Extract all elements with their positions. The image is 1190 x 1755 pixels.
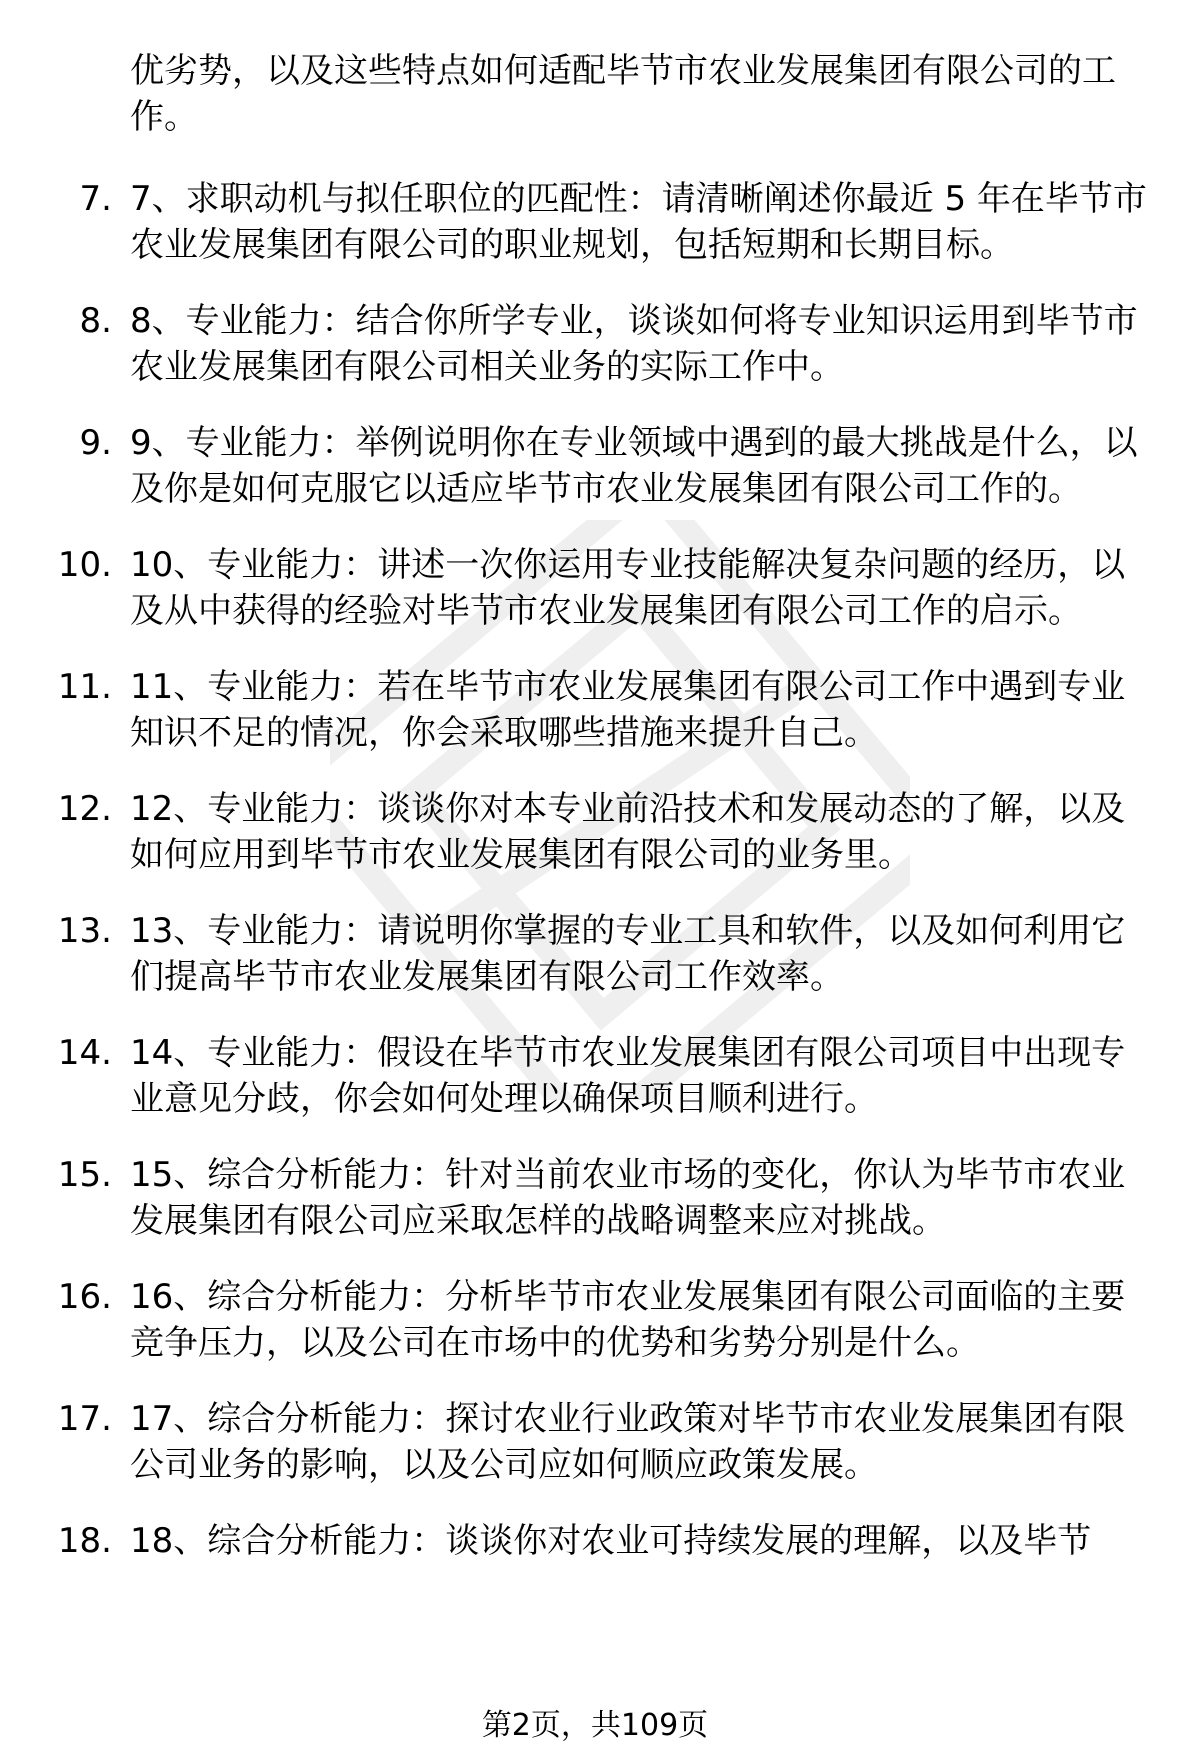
item-number: 18.: [57, 1521, 112, 1561]
list-item: [0, 1518, 1190, 1564]
item-number: 8.: [79, 301, 112, 341]
list-item: [0, 1152, 1190, 1244]
list-item: [0, 1396, 1190, 1488]
list-item: [0, 542, 1190, 634]
list-item: [0, 420, 1190, 512]
list-item: [0, 176, 1190, 268]
item-number: 10.: [57, 545, 112, 585]
item-text: 11、专业能力：若在毕节市农业发展集团有限公司工作中遇到专业知识不足的情况，你会采取哪些措施来提升自己。: [130, 667, 1126, 753]
item-text: 18、综合分析能力：谈谈你对农业可持续发展的理解，以及毕节: [130, 1521, 1092, 1561]
question-list: [0, 176, 1190, 1594]
item-number: 15.: [57, 1155, 112, 1195]
list-item: [0, 1030, 1190, 1122]
item-number: 17.: [57, 1399, 112, 1439]
item-text: 10、专业能力：讲述一次你运用专业技能解决复杂问题的经历，以及从中获得的经验对毕节市农业发展集团有限公司工作的启示。: [130, 545, 1126, 631]
item-number: 7.: [79, 179, 112, 219]
item-text: 14、专业能力：假设在毕节市农业发展集团有限公司项目中出现专业意见分歧，你会如何处理以确保项目顺利进行。: [130, 1033, 1126, 1119]
item-text: 13、专业能力：请说明你掌握的专业工具和软件，以及如何利用它们提高毕节市农业发展集团有限公司工作效率。: [130, 911, 1126, 997]
item-text: 8、专业能力：结合你所学专业，谈谈如何将专业知识运用到毕节市农业发展集团有限公司相关业务的实际工作中。: [130, 301, 1138, 387]
continuation-paragraph: 优劣势，以及这些特点如何适配毕节市农业发展集团有限公司的工作。: [130, 51, 1116, 137]
item-text: 17、综合分析能力：探讨农业行业政策对毕节市农业发展集团有限公司业务的影响，以及公司应如何顺应政策发展。: [130, 1399, 1126, 1485]
item-text: 7、求职动机与拟任职位的匹配性：请清晰阐述你最近 5 年在毕节市农业发展集团有限公司的职业规划，包括短期和长期目标。: [130, 179, 1147, 265]
list-item: [0, 1274, 1190, 1366]
page-footer: 第2页，共109页: [481, 1708, 709, 1743]
item-number: 11.: [57, 667, 112, 707]
list-item: [0, 908, 1190, 1000]
item-number: 13.: [57, 911, 112, 951]
item-number: 14.: [57, 1033, 112, 1073]
list-item: [0, 664, 1190, 756]
item-text: 16、综合分析能力：分析毕节市农业发展集团有限公司面临的主要竞争压力，以及公司在市场中的优势和劣势分别是什么。: [130, 1277, 1126, 1363]
list-item: [0, 298, 1190, 390]
item-text: 9、专业能力：举例说明你在专业领域中遇到的最大挑战是什么，以及你是如何克服它以适应毕节市农业发展集团有限公司工作的。: [130, 423, 1138, 509]
item-number: 16.: [57, 1277, 112, 1317]
item-text: 12、专业能力：谈谈你对本专业前沿技术和发展动态的了解，以及如何应用到毕节市农业发展集团有限公司的业务里。: [130, 789, 1126, 875]
list-item: [0, 786, 1190, 878]
item-number: 12.: [57, 789, 112, 829]
item-text: 15、综合分析能力：针对当前农业市场的变化，你认为毕节市农业发展集团有限公司应采取怎样的战略调整来应对挑战。: [130, 1155, 1126, 1241]
item-number: 9.: [79, 423, 112, 463]
